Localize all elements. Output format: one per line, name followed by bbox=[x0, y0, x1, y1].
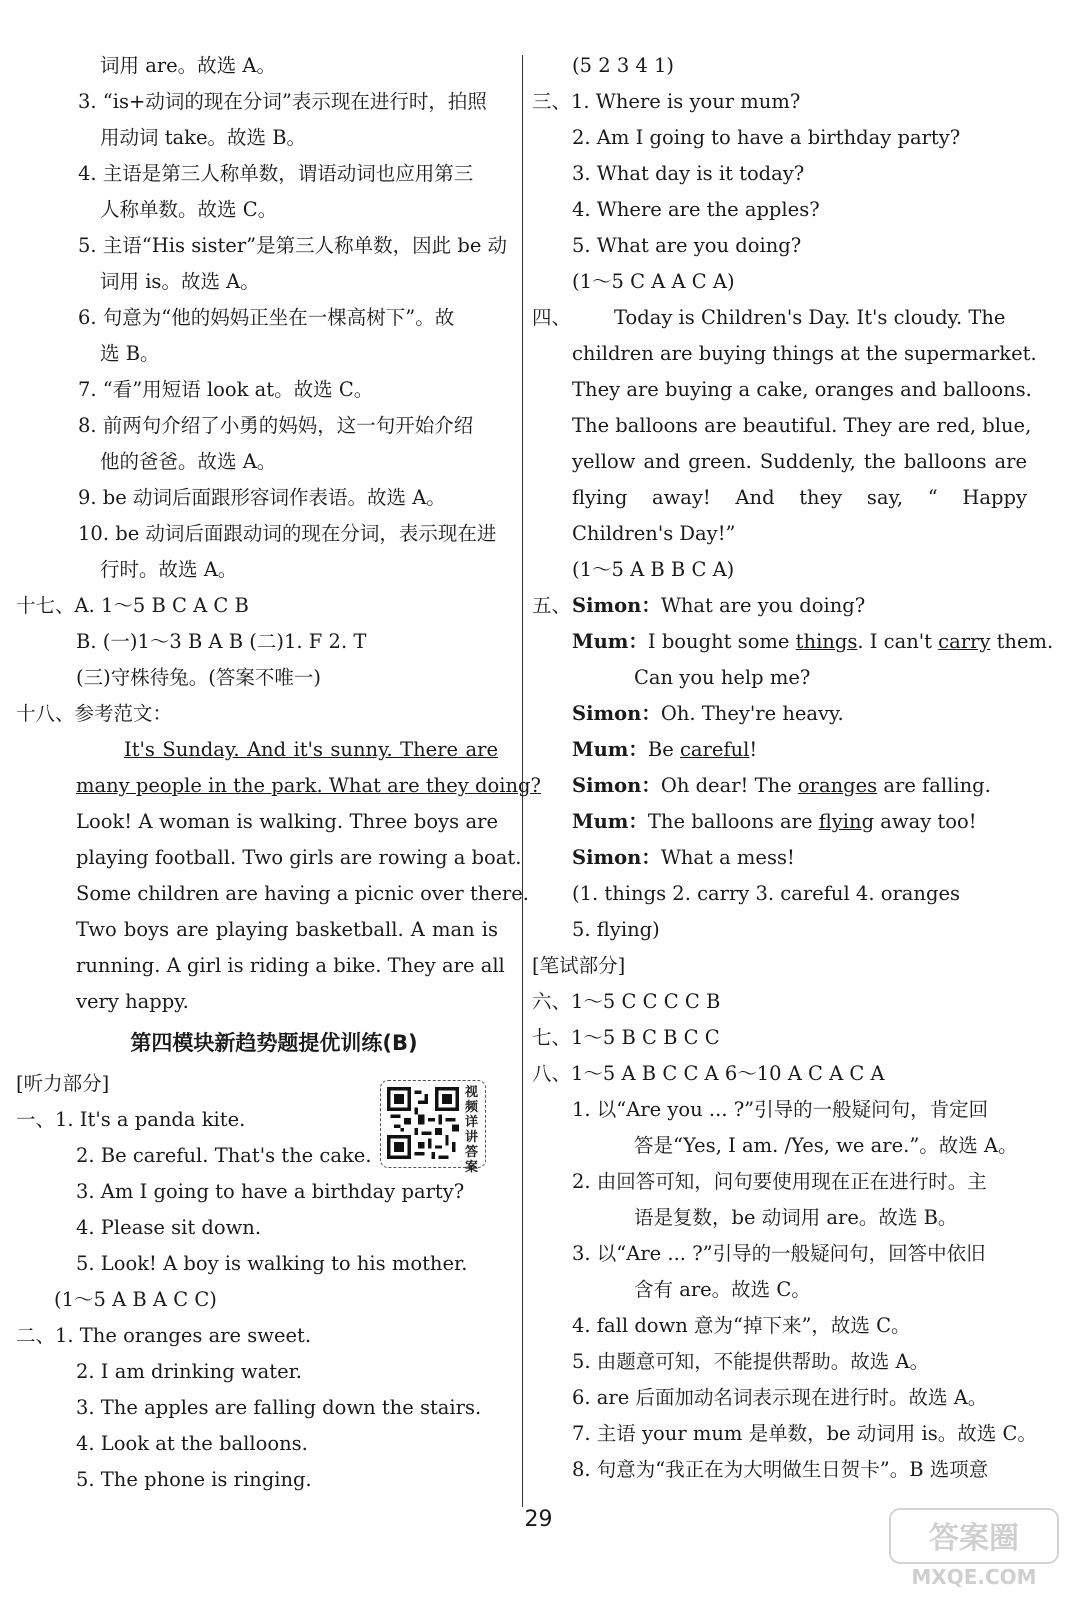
speaker-colon: ： bbox=[641, 774, 661, 797]
answer-line: 6. 句意为“他的妈妈正坐在一棵高树下”。故 bbox=[78, 306, 455, 329]
speaker-name: Mum bbox=[572, 738, 629, 761]
qr-code-icon bbox=[387, 1087, 459, 1159]
answer-line: 5. flying) bbox=[572, 918, 660, 941]
dialogue-line bbox=[532, 588, 1027, 624]
story-text: Today is Children's Day. It's cloudy. The bbox=[614, 306, 1006, 329]
right-answer-list bbox=[532, 48, 1027, 300]
speaker-name: Simon bbox=[572, 846, 642, 869]
answer-line: B. (一)1～3 B A B (二)1. F 2. T bbox=[76, 630, 367, 653]
answer-line: 5. What are you doing? bbox=[572, 234, 802, 257]
dialogue-line bbox=[532, 804, 1027, 840]
answer-line: 10. be 动词后面跟动词的现在分词，表示现在进 bbox=[78, 522, 497, 545]
story-line: They are buying a cake, oranges and balloons. bbox=[572, 378, 1032, 401]
dialogue-text: ! bbox=[749, 738, 758, 761]
answer-line: (5 2 3 4 1) bbox=[572, 54, 675, 77]
answer-line: 人称单数。故选 C。 bbox=[100, 198, 278, 221]
speaker-colon: ： bbox=[628, 810, 648, 833]
answer-line: 3. Am I going to have a birthday party? bbox=[76, 1180, 465, 1203]
answer-line: 4. Look at the balloons. bbox=[76, 1432, 308, 1455]
answer-line: 6. are 后面加动名词表示现在进行时。故选 A。 bbox=[572, 1386, 988, 1409]
answer-blank: things bbox=[795, 630, 858, 653]
section-marker: 四、 bbox=[532, 306, 572, 329]
answer-line: [笔试部分] bbox=[532, 954, 626, 977]
speaker-name: Simon bbox=[572, 594, 642, 617]
story-answer: (1～5 A B B C A) bbox=[572, 558, 735, 581]
answer-line: 3. What day is it today? bbox=[572, 162, 805, 185]
answer-line: 7. “看”用短语 look at。故选 C。 bbox=[78, 378, 374, 401]
dialogue bbox=[532, 588, 1054, 876]
answer-blank: carry bbox=[938, 630, 991, 653]
answer-line: 7. 主语 your mum 是单数，be 动词用 is。故选 C。 bbox=[572, 1422, 1037, 1445]
answer-line: 4. Please sit down. bbox=[76, 1216, 262, 1239]
story-passage bbox=[532, 300, 1037, 552]
answer-line: 8. 前两句介绍了小勇的妈妈，这一句开始介绍 bbox=[78, 414, 474, 437]
essay-line: Some children are having a picnic over there. bbox=[76, 882, 529, 905]
page-number: 29 bbox=[524, 1507, 553, 1532]
answer-line: 2. 由回答可知，问句要使用现在正在进行时。主 bbox=[572, 1170, 987, 1193]
answer-line: 一、1. It's a panda kite. bbox=[16, 1108, 246, 1131]
answer-line: 1. 以“Are you ... ?”引导的一般疑问句，肯定回 bbox=[572, 1098, 989, 1121]
answer-line: 含有 are。故选 C。 bbox=[634, 1278, 811, 1301]
answer-line: 5. 主语“His sister”是第三人称单数，因此 be 动 bbox=[78, 234, 508, 257]
dialogue-text: . I can't bbox=[857, 630, 939, 653]
dialogue-line bbox=[532, 660, 1027, 696]
answer-line: 3. 以“Are ... ?”引导的一般疑问句，回答中依旧 bbox=[572, 1242, 986, 1265]
answer-line: 5. 由题意可知，不能提供帮助。故选 A。 bbox=[572, 1350, 930, 1373]
speaker-name: Simon bbox=[572, 774, 642, 797]
dialogue-text: The balloons are bbox=[647, 810, 819, 833]
speaker-colon: ： bbox=[641, 702, 661, 725]
answer-line: 8. 句意为“我正在为大明做生日贺卡”。B 选项意 bbox=[572, 1458, 989, 1481]
dialogue-text: are falling. bbox=[877, 774, 991, 797]
answer-line: 行时。故选 A。 bbox=[100, 558, 238, 581]
speaker-colon: ： bbox=[641, 594, 661, 617]
essay-line: Two boys are playing basketball. A man is bbox=[76, 918, 498, 941]
answer-line: 十八、参考范文： bbox=[16, 702, 173, 725]
answer-line: 9. be 动词后面跟形容词作表语。故选 A。 bbox=[78, 486, 446, 509]
section-title: 第四模块新趋势题提优训练(B) bbox=[130, 1031, 418, 1055]
dialogue-text: Can you help me? bbox=[634, 666, 811, 689]
svg-text:答案圈: 答案圈 bbox=[929, 1521, 1019, 1556]
answer-line: 词用 is。故选 A。 bbox=[100, 270, 260, 293]
section-marker: 五、 bbox=[532, 594, 572, 617]
dialogue-text: Oh dear! The bbox=[660, 774, 798, 797]
qr-code-badge[interactable] bbox=[380, 1080, 486, 1175]
right-column bbox=[532, 48, 1054, 1488]
answer-line: 2. Be careful. That's the cake. bbox=[76, 1144, 372, 1167]
listening-label: [听力部分] bbox=[16, 1072, 110, 1095]
answer-line: 4. Where are the apples? bbox=[572, 198, 820, 221]
story-line: flying away! And they say, “ Happy bbox=[572, 486, 1027, 509]
answer-line: 5. The phone is ringing. bbox=[76, 1468, 312, 1491]
dialogue-text: What a mess! bbox=[660, 846, 795, 869]
speaker-name: Simon bbox=[572, 702, 642, 725]
speaker-colon: ： bbox=[628, 630, 648, 653]
essay-line: playing football. Two girls are rowing a boat. bbox=[76, 846, 522, 869]
speaker-colon: ： bbox=[641, 846, 661, 869]
dialogue-text: What are you doing? bbox=[660, 594, 866, 617]
answer-blank: flying bbox=[818, 810, 875, 833]
dialogue-text: them. bbox=[990, 630, 1054, 653]
answer-line: 七、1～5 B C B C C bbox=[532, 1026, 720, 1049]
answer-line: 5. Look! A boy is walking to his mother. bbox=[76, 1252, 468, 1275]
story-line: Children's Day!” bbox=[572, 522, 736, 545]
essay-line: many people in the park. What are they doing? bbox=[76, 774, 541, 797]
answer-line: (三)守株待兔。(答案不唯一) bbox=[76, 666, 321, 689]
speaker-name: Mum bbox=[572, 810, 629, 833]
dialogue-line bbox=[532, 768, 1027, 804]
answer-line: 2. Am I going to have a birthday party? bbox=[572, 126, 961, 149]
dialogue-line bbox=[532, 624, 1054, 660]
dialogue-text: I bought some bbox=[647, 630, 796, 653]
answer-line: 他的爸爸。故选 A。 bbox=[100, 450, 277, 473]
answer-line: 六、1～5 C C C C B bbox=[532, 990, 721, 1013]
story-line: yellow and green. Suddenly, the balloons are bbox=[572, 450, 1027, 473]
essay-line: Look! A woman is walking. Three boys are bbox=[76, 810, 498, 833]
answer-line: (1～5 C A A C A) bbox=[572, 270, 735, 293]
dialogue-line bbox=[532, 732, 1027, 768]
story-line: The balloons are beautiful. They are red, blue, bbox=[572, 414, 1032, 437]
story-line: children are buying things at the supermarket. bbox=[572, 342, 1037, 365]
answer-line: 答是“Yes, I am. /Yes, we are.”。故选 A。 bbox=[634, 1134, 1018, 1157]
speaker-colon: ： bbox=[628, 738, 648, 761]
answer-line: 八、1～5 A B C C A 6～10 A C A C A bbox=[532, 1062, 885, 1085]
qr-label: 视频详讲答案 bbox=[465, 1085, 479, 1175]
speaker-name: Mum bbox=[572, 630, 629, 653]
answer-line: 用动词 take。故选 B。 bbox=[100, 126, 307, 149]
answer-line: 4. fall down 意为“掉下来”，故选 C。 bbox=[572, 1314, 911, 1337]
answer-line: 选 B。 bbox=[100, 342, 160, 365]
essay-line: running. A girl is riding a bike. They are all bbox=[76, 954, 505, 977]
answer-line: 二、1. The oranges are sweet. bbox=[16, 1324, 312, 1347]
answer-line: (1. things 2. carry 3. careful 4. oranges bbox=[572, 882, 961, 905]
answer-blank: careful bbox=[680, 738, 750, 761]
dialogue-line bbox=[532, 840, 1027, 876]
svg-text:MXQE.COM: MXQE.COM bbox=[911, 1565, 1037, 1589]
essay-line: It's Sunday. And it's sunny. There are bbox=[124, 738, 498, 761]
answer-blank: oranges bbox=[797, 774, 878, 797]
left-column bbox=[16, 48, 541, 1498]
answer-line: 3. The apples are falling down the stairs. bbox=[76, 1396, 482, 1419]
model-essay bbox=[16, 732, 541, 1020]
watermark-logo bbox=[889, 1508, 1059, 1590]
story-line bbox=[532, 300, 1027, 336]
dialogue-text: away too! bbox=[874, 810, 977, 833]
answer-line: 词用 are。故选 A。 bbox=[100, 54, 276, 77]
answer-line: 三、1. Where is your mum? bbox=[532, 90, 801, 113]
answer-line: 语是复数，be 动词用 are。故选 B。 bbox=[634, 1206, 958, 1229]
answer-line: 十七、A. 1～5 B C A C B bbox=[16, 594, 249, 617]
answer-line: (1～5 A B A C C) bbox=[54, 1288, 217, 1311]
left-answer-list bbox=[16, 48, 512, 732]
written-answers bbox=[532, 876, 1037, 1488]
answer-line: 3. “is+动词的现在分词”表示现在进行时，拍照 bbox=[78, 90, 487, 113]
dialogue-text: Oh. They're heavy. bbox=[660, 702, 844, 725]
dialogue-line bbox=[532, 696, 1027, 732]
dialogue-text: Be bbox=[647, 738, 680, 761]
essay-line: very happy. bbox=[76, 990, 189, 1013]
answer-line: 4. 主语是第三人称单数，谓语动词也应用第三 bbox=[78, 162, 474, 185]
answer-line: 2. I am drinking water. bbox=[76, 1360, 302, 1383]
